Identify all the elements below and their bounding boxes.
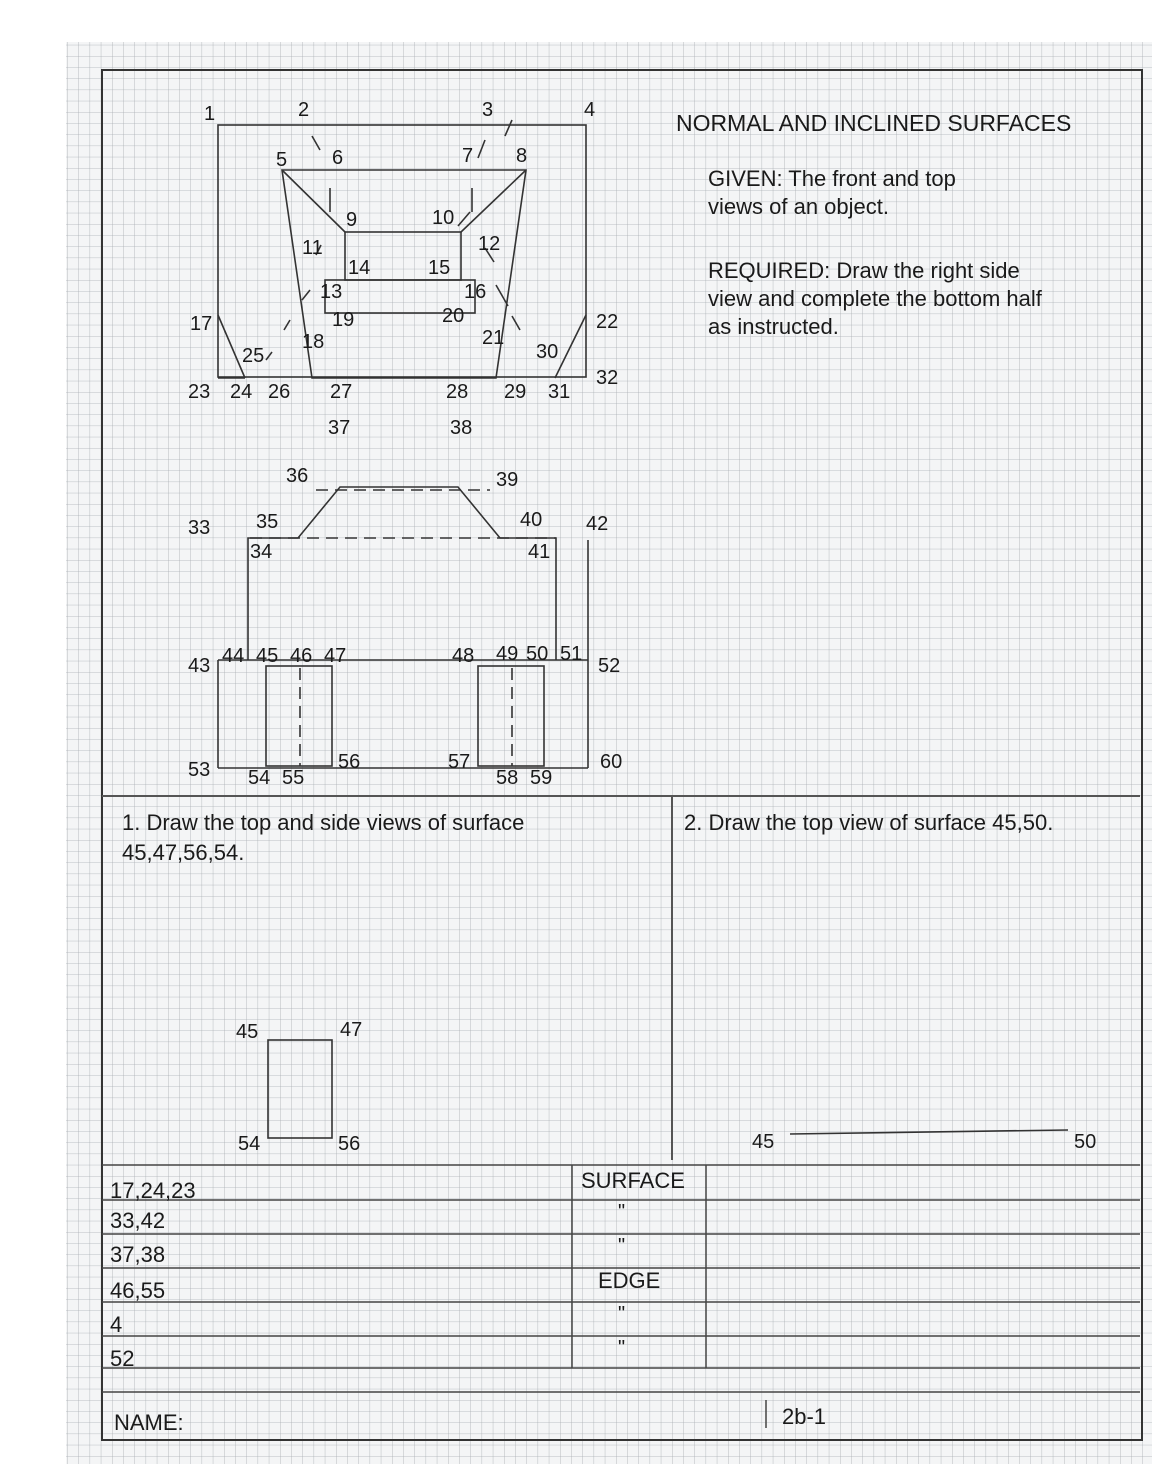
point-label: 41 (528, 541, 551, 563)
point-label: 4 (584, 99, 596, 121)
point-label: 8 (516, 145, 528, 167)
table-row-label: 4 (110, 1312, 123, 1337)
point-label: 10 (432, 207, 455, 229)
table-row-label: 52 (110, 1346, 135, 1371)
point-label: 14 (348, 257, 371, 279)
point-label: 46 (290, 645, 313, 667)
point-label: 29 (504, 381, 527, 403)
point-label: 32 (596, 367, 619, 389)
point-label: 7 (462, 145, 474, 167)
point-label: 2 (298, 99, 310, 121)
table-ditto-mark: " (618, 1235, 626, 1257)
point-label: 48 (452, 645, 475, 667)
given-line-2: views of an object. (708, 194, 889, 219)
point-label: 57 (448, 751, 471, 773)
question-1-line-1: 1. Draw the top and side views of surface (122, 810, 525, 835)
point-label: 30 (536, 341, 559, 363)
point-label: 56 (338, 751, 361, 773)
point-label: 60 (600, 751, 623, 773)
point-label: 39 (496, 469, 519, 491)
question-2: 2. Draw the top view of surface 45,50. (684, 810, 1054, 835)
point-label: 17 (190, 313, 213, 335)
table-row-label: 17,24,23 (110, 1178, 196, 1203)
worksheet-title: NORMAL AND INCLINED SURFACES (676, 110, 1072, 136)
table-surface-type: SURFACE (581, 1168, 685, 1193)
point-label: 40 (520, 509, 543, 531)
q1-label-45: 45 (236, 1021, 259, 1043)
point-label: 50 (526, 643, 549, 665)
point-label: 43 (188, 655, 211, 677)
point-label: 15 (428, 257, 451, 279)
required-line-1: REQUIRED: Draw the right side (708, 258, 1020, 283)
point-label: 24 (230, 381, 253, 403)
point-label: 37 (328, 417, 351, 439)
table-row-label: 37,38 (110, 1242, 166, 1267)
point-label: 11 (302, 237, 323, 259)
point-label: 20 (442, 305, 465, 327)
point-label: 26 (268, 381, 291, 403)
point-label: 9 (346, 209, 358, 231)
point-label: 3 (482, 99, 494, 121)
point-label: 34 (250, 541, 273, 563)
given-line-1: GIVEN: The front and top (708, 166, 956, 191)
q1-label-56: 56 (338, 1133, 361, 1155)
point-label: 55 (282, 767, 305, 789)
q1-label-47: 47 (340, 1019, 363, 1041)
required-line-2: view and complete the bottom half (708, 286, 1042, 311)
point-label: 31 (548, 381, 571, 403)
point-label: 28 (446, 381, 469, 403)
point-label: 35 (256, 511, 279, 533)
point-label: 22 (596, 311, 619, 333)
q1-label-54: 54 (238, 1133, 261, 1155)
point-label: 12 (478, 233, 501, 255)
question-1-line-2: 45,47,56,54. (122, 840, 245, 865)
point-label: 54 (248, 767, 271, 789)
point-label: 38 (450, 417, 473, 439)
point-label: 52 (598, 655, 621, 677)
table-row-label: 33,42 (110, 1208, 166, 1233)
point-label: 33 (188, 517, 211, 539)
table-ditto-mark: " (618, 1303, 626, 1325)
point-label: 27 (330, 381, 353, 403)
point-label: 42 (586, 513, 609, 535)
sheet-number: 2b-1 (782, 1404, 827, 1429)
required-line-3: as instructed. (708, 314, 839, 339)
point-label: 19 (332, 309, 355, 331)
point-label: 23 (188, 381, 211, 403)
q2-label-50: 50 (1074, 1131, 1097, 1153)
table-surface-type: EDGE (598, 1268, 661, 1293)
point-label: 18 (302, 331, 325, 353)
table-ditto-mark: " (618, 1337, 626, 1359)
point-label: 51 (560, 643, 583, 665)
point-label: 44 (222, 645, 245, 667)
point-label: 59 (530, 767, 553, 789)
table-row-label: 46,55 (110, 1278, 166, 1303)
name-label: NAME: (114, 1410, 184, 1435)
point-label: 58 (496, 767, 519, 789)
point-label: 21 (482, 327, 505, 349)
point-label: 45 (256, 645, 279, 667)
point-label: 6 (332, 147, 344, 169)
point-label: 1 (204, 103, 216, 125)
point-label: 49 (496, 643, 519, 665)
point-label: 53 (188, 759, 211, 781)
point-label: 13 (320, 281, 343, 303)
point-label: 47 (324, 645, 347, 667)
q2-label-45: 45 (752, 1131, 775, 1153)
table-ditto-mark: " (618, 1201, 626, 1223)
point-label: 36 (286, 465, 309, 487)
point-label: 25 (242, 345, 265, 367)
point-label: 5 (276, 149, 288, 171)
point-label: 16 (464, 281, 487, 303)
